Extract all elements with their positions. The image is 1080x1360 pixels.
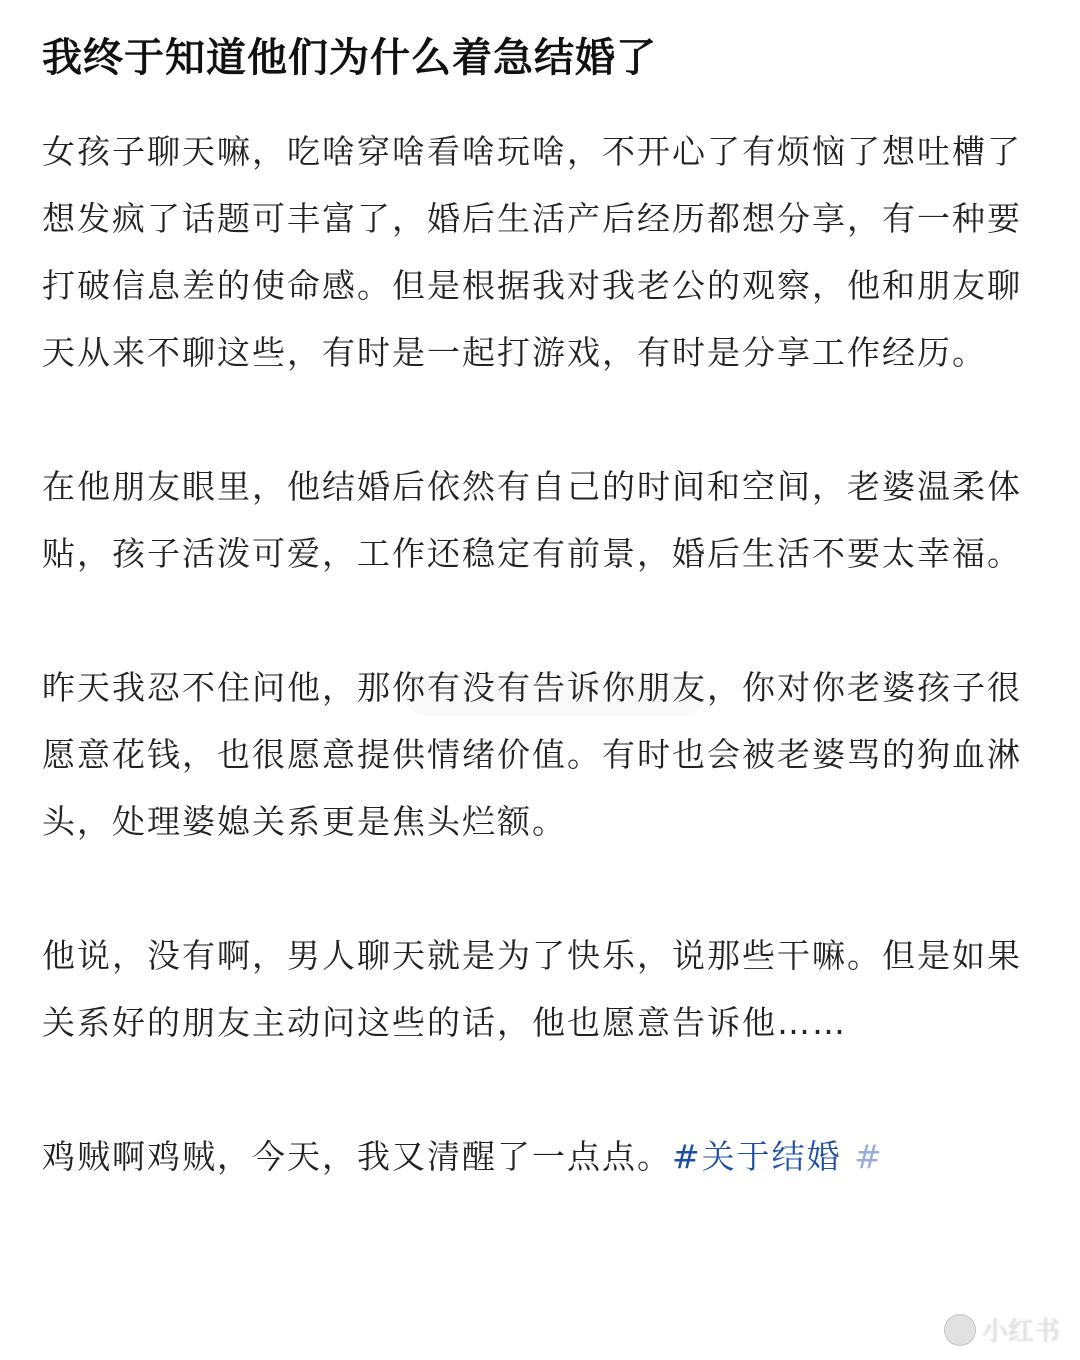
paragraph-3: 昨天我忍不住问他，那你有没有告诉你朋友，你对你老婆孩子很愿意花钱，也很愿意提供情绪价值。有时也会被老婆骂的狗血淋头，处理婆媳关系更是焦头烂额。: [42, 668, 1022, 841]
closing-paragraph: [42, 1123, 1042, 1190]
post-title: 我终于知道他们为什么着急结婚了: [42, 35, 657, 81]
watermark: [944, 1311, 1060, 1348]
post: [42, 28, 1042, 1190]
paragraph-1: 女孩子聊天嘛，吃啥穿啥看啥玩啥，不开心了有烦恼了想吐槽了想发疯了话题可丰富了，婚后生活产后经历都想分享，有一种要打破信息差的使命感。但是根据我对我老公的观察，他和朋友聊天从来不聊这些，有时是一起打游戏，有时是分享工作经历。: [42, 132, 1022, 372]
hashtag-link[interactable]: #关于结婚: [672, 1137, 842, 1176]
post-body: [42, 118, 1042, 1190]
hashtag-trailing[interactable]: #: [854, 1137, 884, 1176]
closing-text: 鸡贼啊鸡贼，今天，我又清醒了一点点。: [42, 1137, 672, 1176]
watermark-text: 小红书: [981, 1317, 1060, 1347]
watermark-logo-icon: [944, 1314, 976, 1346]
paragraph-4: 他说，没有啊，男人聊天就是为了快乐，说那些干嘛。但是如果关系好的朋友主动问这些的话，他也愿意告诉他……: [42, 936, 1022, 1042]
paragraph-2: 在他朋友眼里，他结婚后依然有自己的时间和空间，老婆温柔体贴，孩子活泼可爱，工作还稳定有前景，婚后生活不要太幸福。: [42, 467, 1022, 573]
